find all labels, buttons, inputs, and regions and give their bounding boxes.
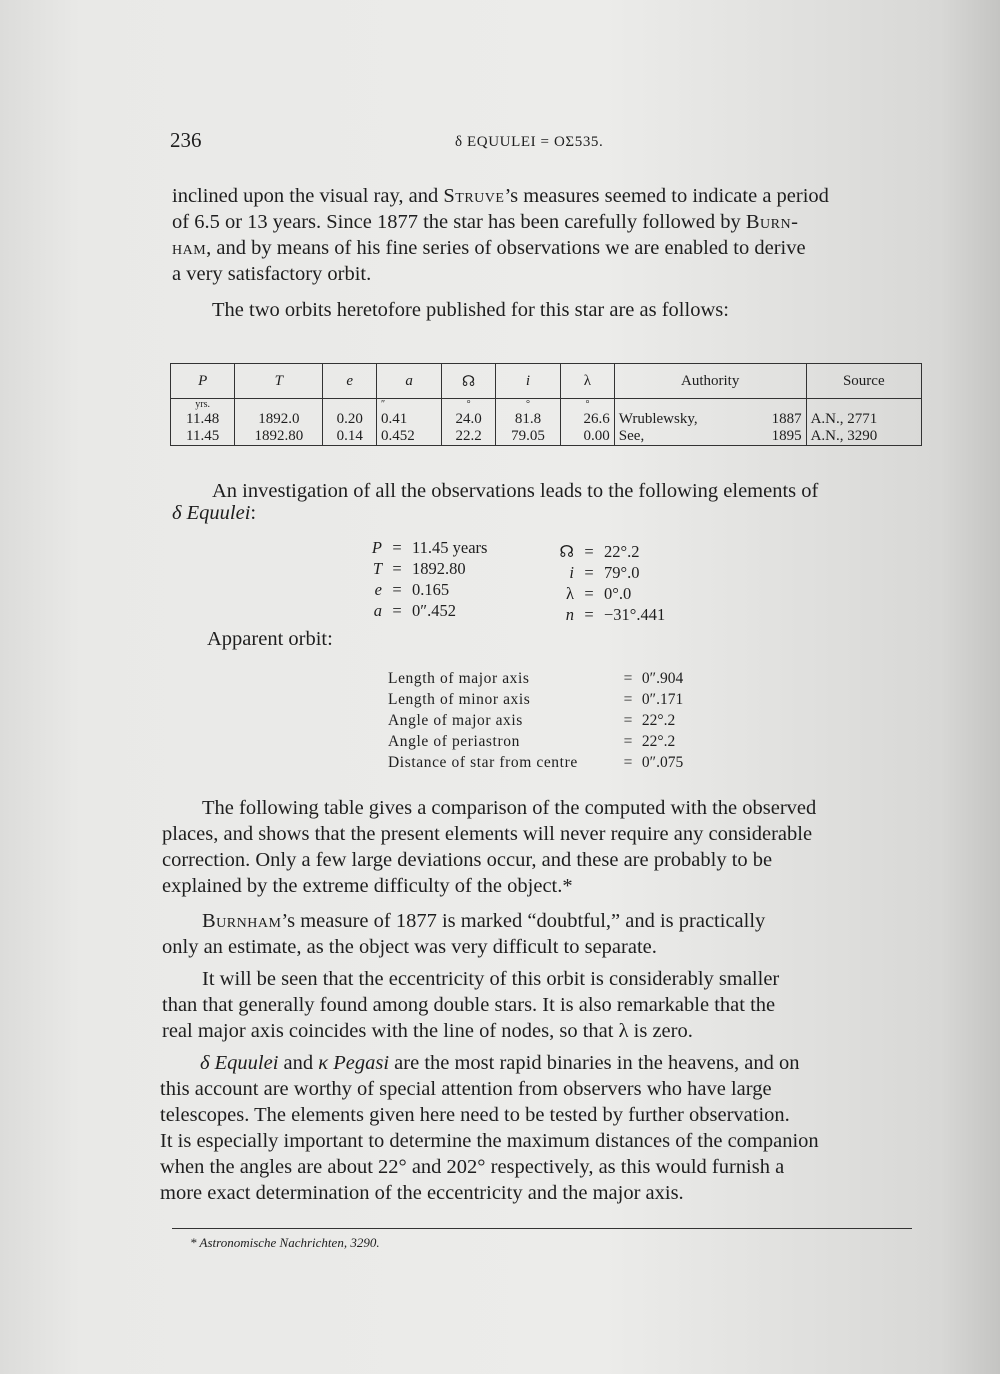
col-inclination: i: [495, 364, 560, 399]
apparent-orbit-row: Angle of major axis = 22°.2: [388, 712, 676, 729]
apparent-orbit-row: Distance of star from centre = 0″.075: [388, 754, 684, 771]
col-epoch: T: [235, 364, 323, 399]
investigation-star-name: δ Equulei:: [172, 502, 257, 524]
running-head: δ EQUULEI = OΣ535.: [455, 134, 604, 150]
element-row: ☊ = 22°.2: [559, 542, 640, 561]
apparent-orbit-row: Length of minor axis = 0″.171: [388, 691, 684, 708]
elements-left-column: [356, 537, 487, 621]
element-row: P = 11.45 years: [371, 538, 488, 557]
col-source: Source: [806, 364, 921, 399]
intro-paragraph: inclined upon the visual ray, and Struve’s measures seemed to indicate a period of 6.5 or 13 years. Since 1877 the star has been carefully followed by Burn- ham, and by means of his fine series of observations we are enabled to derive a very satisfactory orbit.: [172, 185, 829, 285]
element-row: λ = 0°.0: [565, 584, 632, 603]
element-row: e = 0.165: [374, 580, 450, 599]
element-row: T = 1892.80: [372, 559, 466, 578]
burnham-paragraph: Burnham’s measure of 1877 is marked “doubtful,” and is practically only an estimate, as the object was very difficult to separate.: [162, 910, 766, 958]
published-orbits-table: [170, 363, 922, 446]
apparent-orbit-label: Apparent orbit:: [207, 628, 333, 650]
rapid-binaries-paragraph: δ Equulei and κ Pegasi are the most rapid binaries in the heavens, and on this account are worthy of special attention from observers who have large telescopes. The elements given here need to be tested by further observation. It is especially important to determine the maximum distances of the companion when the angles are about 22° and 202° respectively, as this would furnish a more exact determination of the eccentricity and the major axis.: [160, 1052, 819, 1204]
table-header-row: [171, 364, 922, 399]
col-semi-axis: a: [377, 364, 442, 399]
footnote-rule: [172, 1228, 912, 1229]
table-row: 11.48 1892.0 0.20 0.41 24.0 81.8 26.6 Wrublewsky, 1887 A.N., 2771: [171, 411, 922, 428]
col-node: ☊: [442, 364, 496, 399]
element-row: a = 0″.452: [373, 601, 456, 620]
footnote: * Astronomische Nachrichten, 3290.: [190, 1235, 380, 1250]
col-eccentricity: e: [323, 364, 377, 399]
investigation-paragraph: An investigation of all the observations leads to the following elements of: [212, 480, 819, 502]
apparent-orbit-values: [388, 668, 683, 773]
table-units-row: yrs. ″ ° ° °: [171, 399, 922, 412]
elements-right-column: [548, 541, 665, 625]
eccentricity-paragraph: It will be seen that the eccentricity of this orbit is considerably smaller than that generally found among double stars. It is also remarkable that the real major axis coincides with the line of nodes, so that λ is zero.: [162, 968, 780, 1042]
apparent-orbit-row: Angle of periastron = 22°.2: [388, 733, 676, 750]
element-row: n = −31°.441: [565, 605, 666, 624]
col-period: P: [171, 364, 235, 399]
table-row: 11.45 1892.80 0.14 0.452 22.2 79.05 0.00 See, 1895 A.N., 3290: [171, 428, 922, 446]
element-row: i = 79°.0: [569, 563, 640, 582]
col-authority: Authority: [614, 364, 806, 399]
page-number: 236: [170, 128, 202, 152]
col-lambda: λ: [561, 364, 615, 399]
orbits-intro: The two orbits heretofore published for this star are as follows:: [212, 299, 729, 321]
comparison-paragraph: The following table gives a comparison of the computed with the observed places, and shows that the present elements will never require any considerable correction. Only a few large deviations occur, and these are probably to be explained by the extreme difficulty of the object.*: [162, 797, 817, 897]
apparent-orbit-row: Length of major axis = 0″.904: [388, 670, 684, 687]
